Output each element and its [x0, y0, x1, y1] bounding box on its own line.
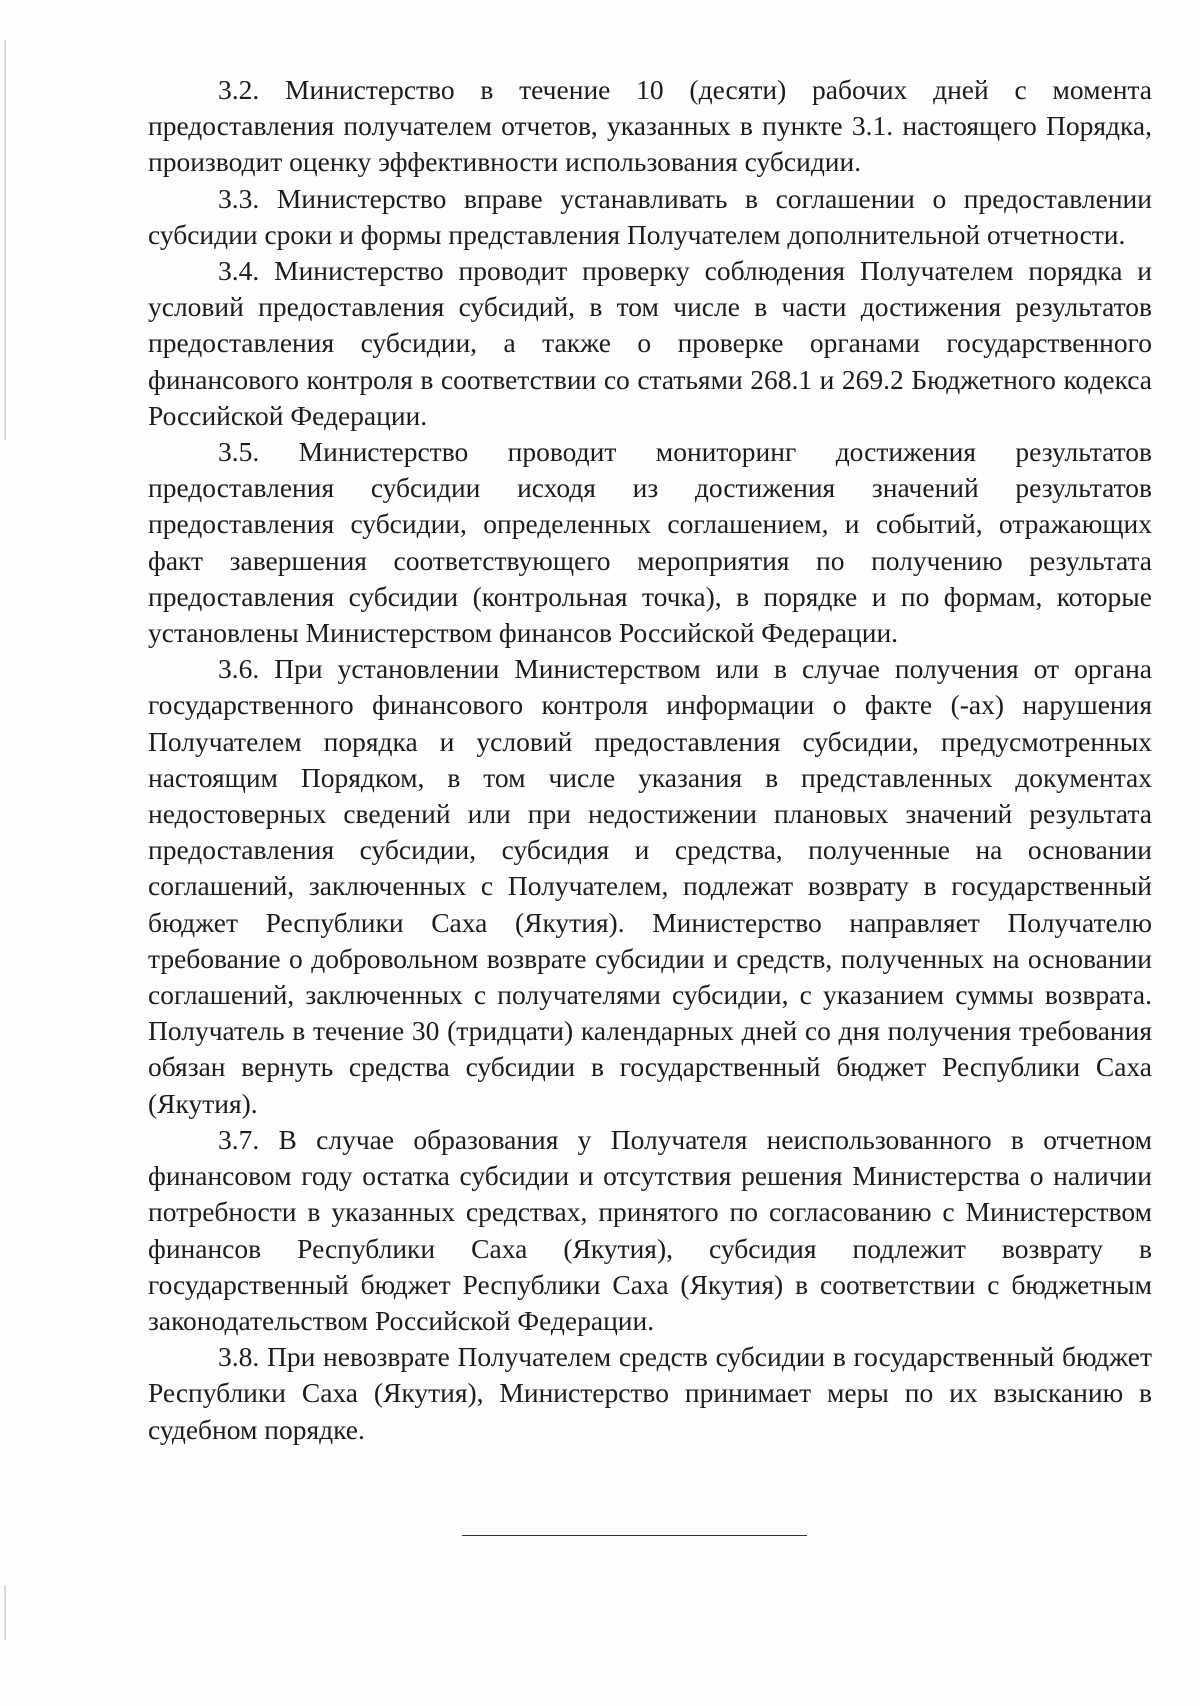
paragraph-3-5: 3.5. Министерство проводит мониторинг достижения результатов предоставления субсидии исходя из достижения значений результатов предоставления субсидии, определенных соглашением, и событий, отражающих факт завершения соответствующего мероприятия по получению результата предоставления субсидии (контрольная точка), в порядке и по формам, которые установлены Министерством финансов Российской Федерации. — [148, 436, 1152, 649]
paragraph-3-4: 3.4. Министерство проводит проверку соблюдения Получателем порядка и условий предоставления субсидий, в том числе в части достижения результатов предоставления субсидии, а также о проверке органами государственного финансового контроля в соответствии со статьями 268.1 и 269.2 Бюджетного кодекса Российской Федерации. — [148, 255, 1152, 431]
paragraph-3-3: 3.3. Министерство вправе устанавливать в соглашении о предоставлении субсидии сроки и формы представления Получателем дополнительной отчетности. — [148, 182, 1152, 250]
document-body — [148, 72, 1152, 1448]
paragraph-3-6: 3.6. При установлении Министерством или в случае получения от органа государственного финансового контроля информации о факте (-ах) нарушения Получателем порядка и условий предоставления субсидии, предусмотренных настоящим Порядком, в том числе указания в представленных документах недостоверных сведений или при недостижении плановых значений результата предоставления субсидии, субсидия и средства, полученные на основании соглашений, заключенных с Получателем, подлежат возврату в государственный бюджет Республики Саха (Якутия). Министерство направляет Получателю требование о добровольном возврате субсидии и средств, полученных на основании соглашений, заключенных с получателями субсидии, с указанием суммы возврата. Получатель в течение 30 (тридцати) календарных дней со дня получения требования обязан вернуть средства субсидии в государственный бюджет Республики Саха (Якутия). — [148, 653, 1152, 1119]
paragraph-3-8: 3.8. При невозврате Получателем средств субсидии в государственный бюджет Республики Саха (Якутия), Министерство принимает меры по их взысканию в судебном порядке. — [148, 1341, 1152, 1445]
end-separator-line — [462, 1535, 807, 1536]
scan-edge-mark — [4, 40, 6, 440]
paragraph-3-7: 3.7. В случае образования у Получателя неиспользованного в отчетном финансовом году остатка субсидии и отсутствия решения Министерства о наличии потребности в указанных средствах, принятого по согласованию с Министерством финансов Республики Саха (Якутия), субсидия подлежит возврату в государственный бюджет Республики Саха (Якутия) в соответствии с бюджетным законодательством Российской Федерации. — [148, 1123, 1152, 1336]
paragraph-3-2: 3.2. Министерство в течение 10 (десяти) рабочих дней с момента предоставления получателем отчетов, указанных в пункте 3.1. настоящего Порядка, производит оценку эффективности использования субсидии. — [148, 74, 1152, 178]
scan-edge-mark — [4, 1585, 6, 1640]
